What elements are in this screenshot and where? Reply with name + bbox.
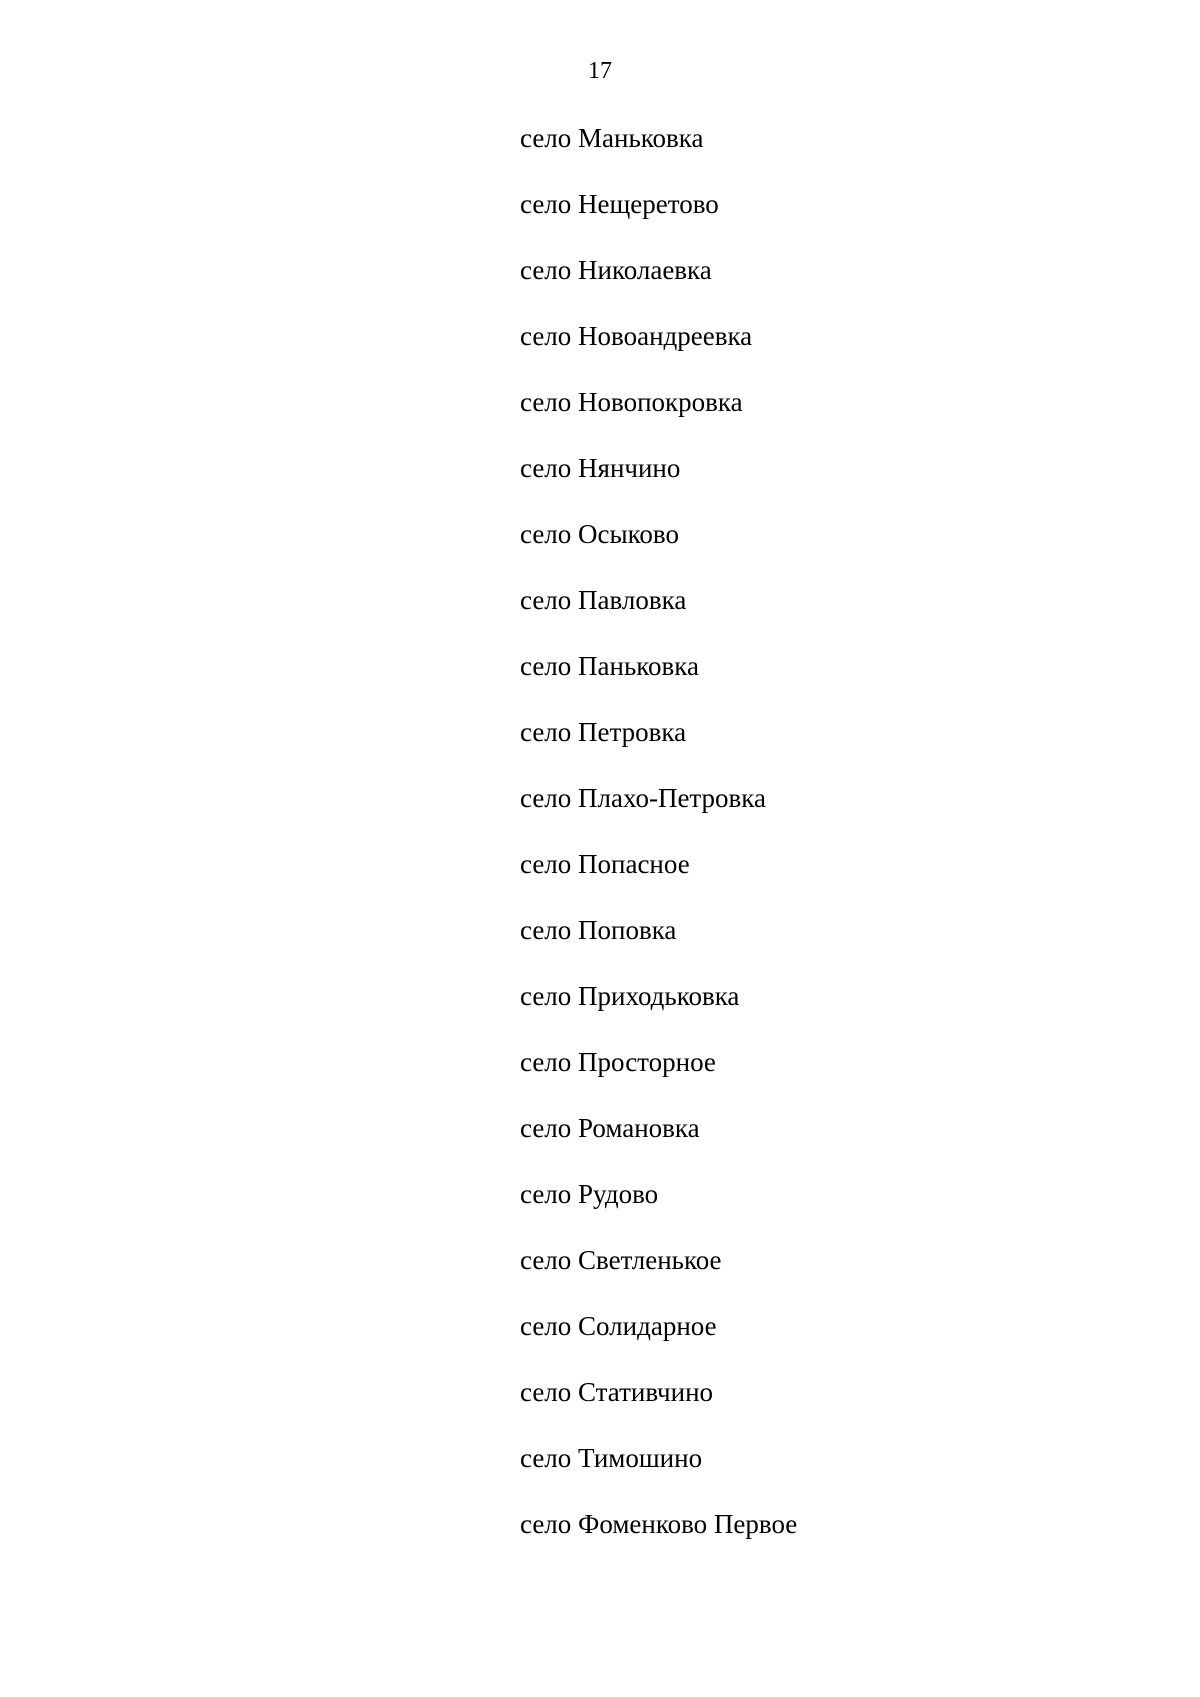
list-item: село Нянчино xyxy=(520,453,681,483)
list-item: село Петровка xyxy=(520,717,687,747)
list-item: село Поповка xyxy=(520,915,677,945)
list-item: село Просторное xyxy=(520,1047,716,1077)
list-item: село Стативчино xyxy=(520,1377,714,1407)
list-item: село Попасное xyxy=(520,849,690,879)
list-item: село Осыково xyxy=(520,519,679,549)
settlement-list xyxy=(520,120,797,1572)
list-item: село Тимошино xyxy=(520,1443,703,1473)
list-item: село Маньковка xyxy=(520,123,704,153)
page-number: 17 xyxy=(588,58,612,84)
list-item: село Новоандреевка xyxy=(520,321,753,351)
list-item: село Новопокровка xyxy=(520,387,743,417)
list-item: село Романовка xyxy=(520,1113,700,1143)
list-item: село Плахо-Петровка xyxy=(520,783,766,813)
list-item: село Николаевка xyxy=(520,255,712,285)
list-item: село Рудово xyxy=(520,1179,659,1209)
list-item: село Приходьковка xyxy=(520,981,740,1011)
list-item: село Фоменково Первое xyxy=(520,1509,798,1539)
list-item: село Светленькое xyxy=(520,1245,722,1275)
list-item: село Нещеретово xyxy=(520,189,719,219)
list-item: село Павловка xyxy=(520,585,687,615)
list-item: село Солидарное xyxy=(520,1311,717,1341)
list-item: село Паньковка xyxy=(520,651,699,681)
